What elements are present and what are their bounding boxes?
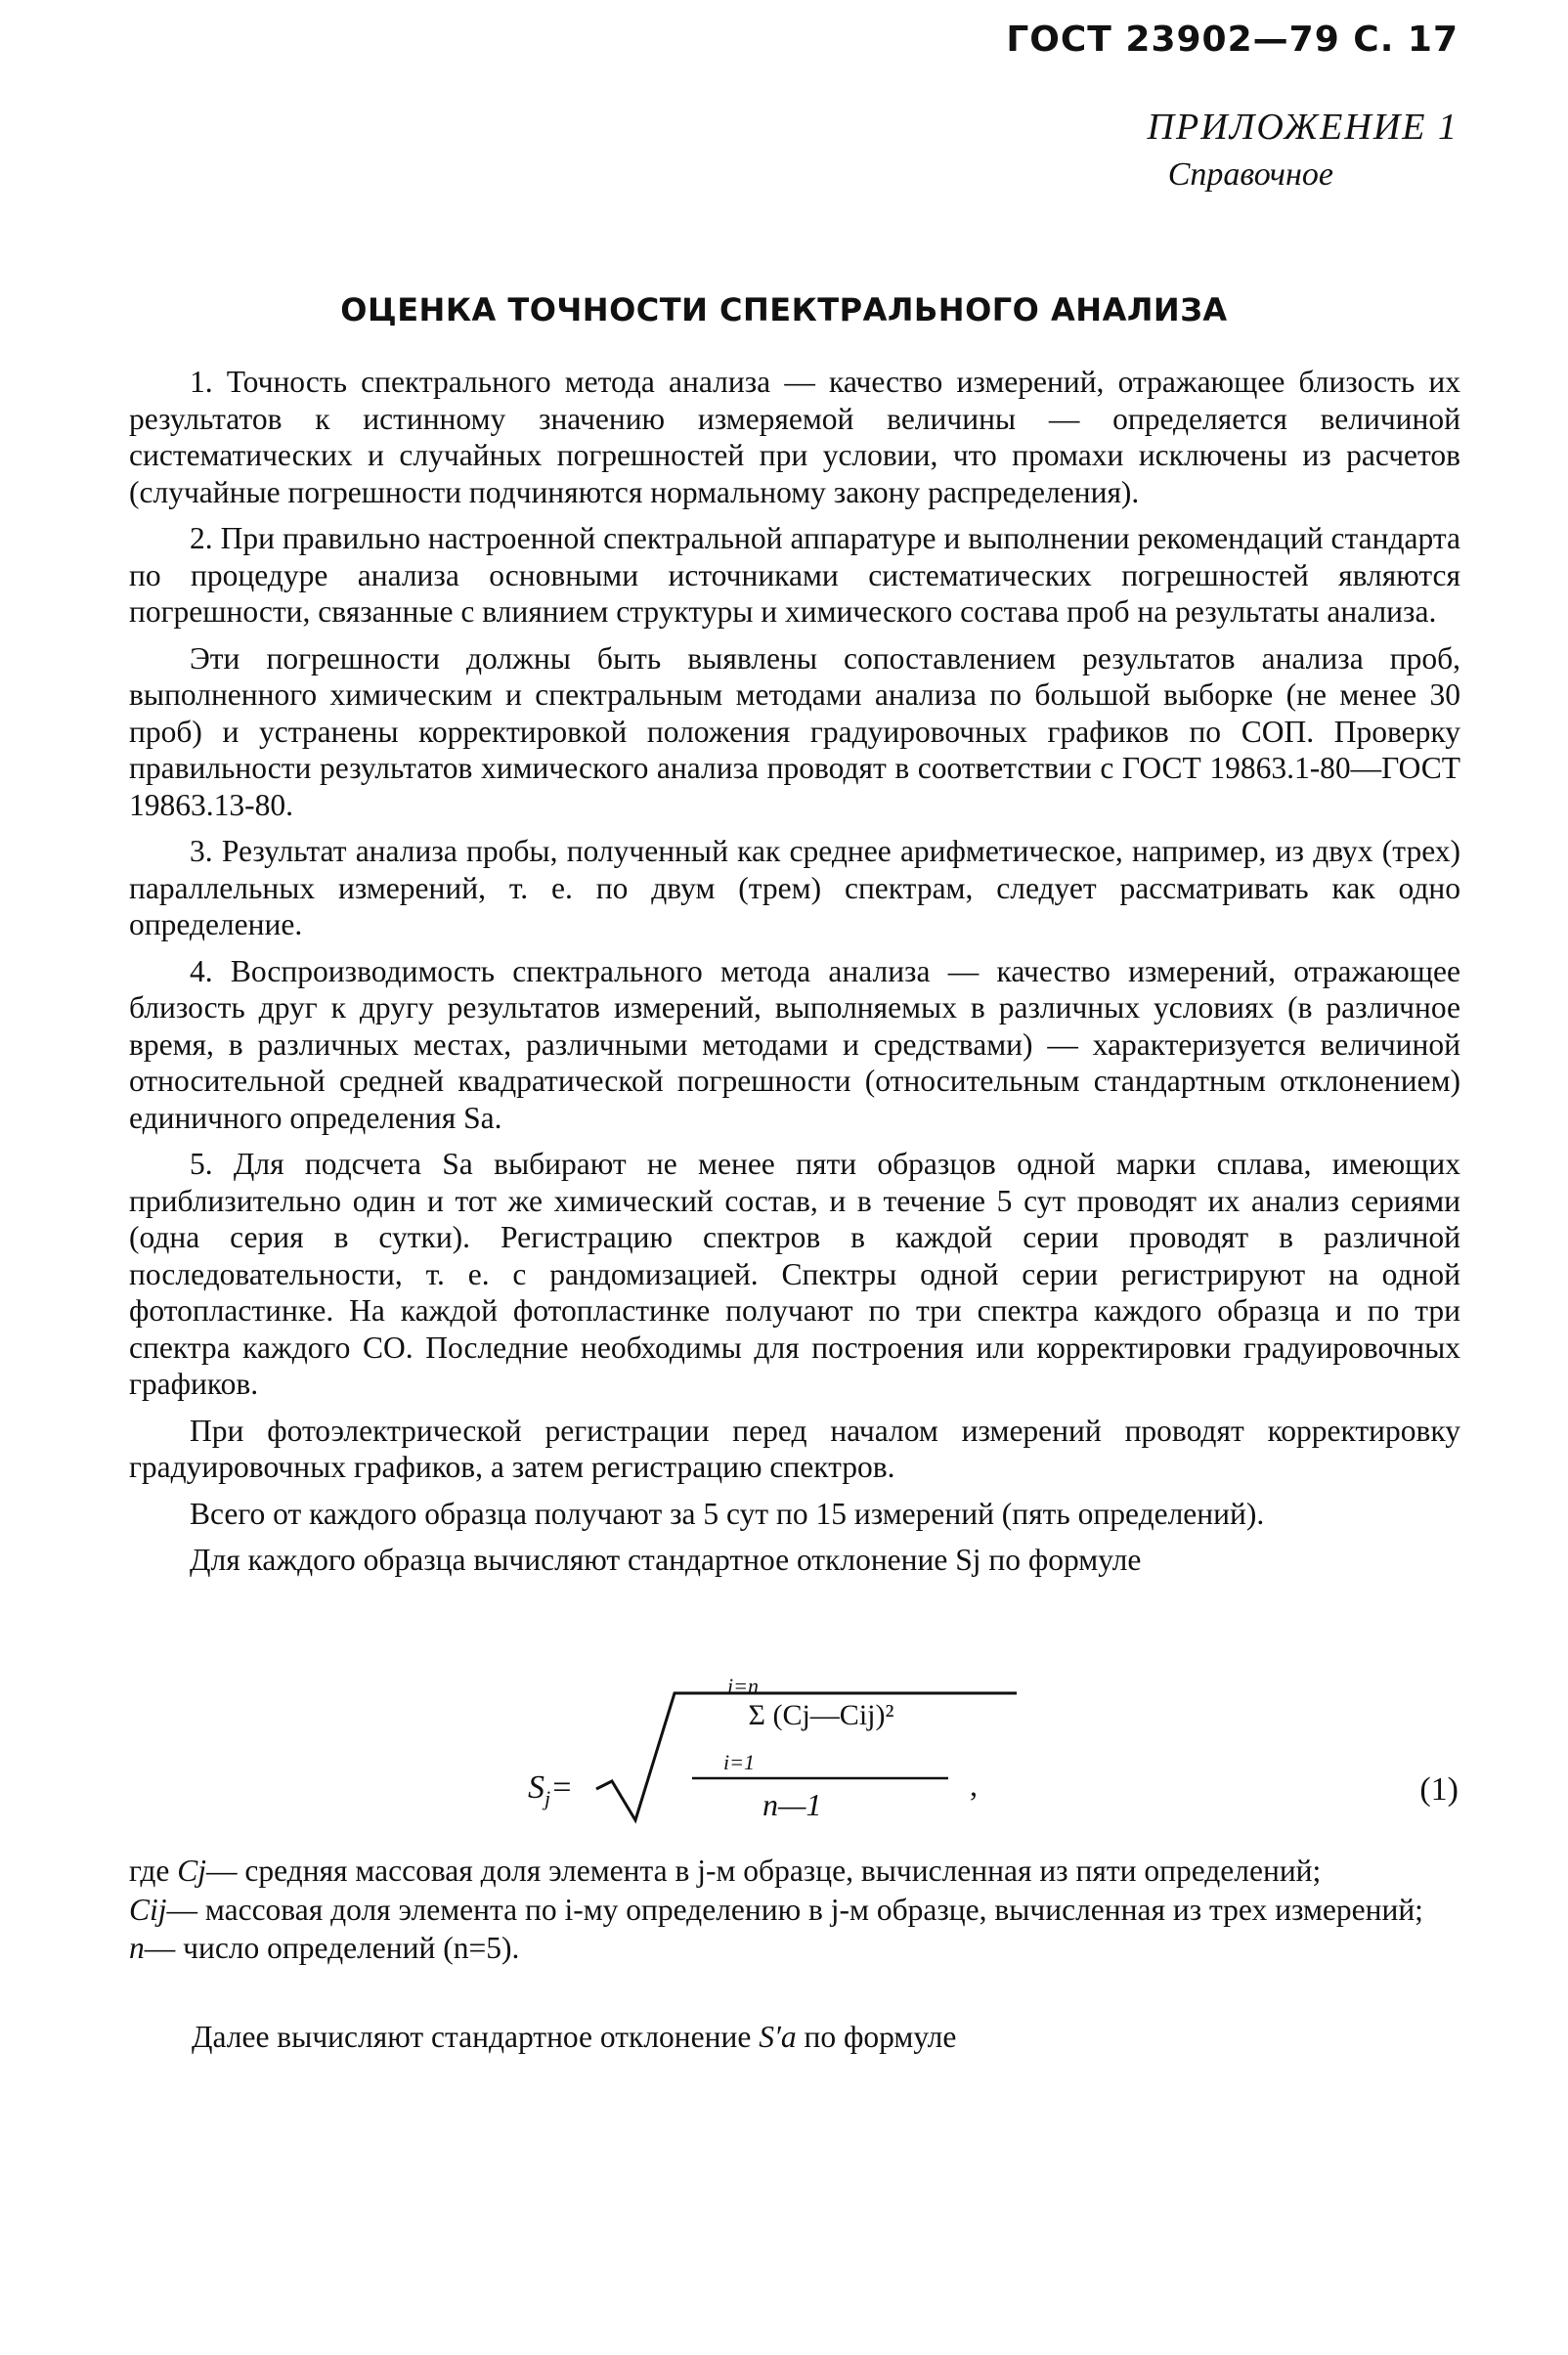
paragraph-3: 3. Результат анализа пробы, полученный как среднее арифметическое, например, из двух (трех) параллельных измерений, т. е. по двум (трем) спектрам, следует рассматривать как одно определение.	[129, 834, 1460, 941]
final-line: Далее вычисляют стандартное отклонение S′a по формуле	[192, 2020, 957, 2054]
equation-number: (1)	[1419, 1771, 1459, 1808]
paragraph-2: 2. При правильно настроенной спектральной аппаратуре и выполнении рекомендаций стандарта по процедуре анализа основными источниками систематических погрешностей являются погрешности, связанные с влиянием структуры и химического состава проб на результаты анализа.	[129, 521, 1460, 629]
body-text	[129, 364, 1460, 1589]
appendix-label: ПРИЛОЖЕНИЕ 1	[1147, 107, 1459, 148]
formula-denominator: n—1	[762, 1787, 822, 1822]
paragraph-5-photoelectric: При фотоэлектрической регистрации перед началом измерений проводят корректировку градуировочных графиков, а затем регистрацию спектров.	[129, 1413, 1460, 1484]
formula-1	[528, 1674, 1036, 1830]
paragraph-2-continued: Эти погрешности должны быть выявлены сопоставлением результатов анализа проб, выполненного химическим и спектральным методами анализа по большой выборке (не менее 30 проб) и устранены корректировкой положения градуировочных графиков по СОП. Проверку правильности результатов химического анализа проводят в соответствии с ГОСТ 19863.1-80—ГОСТ 19863.13-80.	[129, 640, 1460, 822]
formula-comma: ,	[970, 1767, 978, 1803]
formula-lhs: $S_j=$	[528, 1769, 574, 1810]
definition-cj: где Cj— средняя массовая доля элемента в j-м образце, вычисленная из пяти определений;	[129, 1853, 1322, 1888]
paragraph-5-formula-intro: Для каждого образца вычисляют стандартное отклонение Sj по формуле	[190, 1543, 1142, 1577]
definition-cij: Cij— массовая доля элемента по i-му определению в j-м образце, вычисленная из трех измерений;	[129, 1892, 1423, 1927]
formula-numerator: Σ (Cj—Cij)²	[748, 1699, 894, 1731]
page-header: ГОСТ 23902—79 С. 17	[1006, 20, 1459, 60]
definitions-list	[129, 1853, 1460, 1969]
section-title: ОЦЕНКА ТОЧНОСТИ СПЕКТРАЛЬНОГО АНАЛИЗА	[340, 291, 1228, 328]
paragraph-4: 4. Воспроизводимость спектрального метода анализа — качество измерений, отражающее близость друг к другу результатов измерений, выполняемых в различных условиях (в различное время, в различных местах, различными методами и средствами) — характеризуется величиной относительной средней квадратической погрешности (относительным стандартным отклонением) единичного определения Sa.	[129, 953, 1460, 1135]
paragraph-1: 1. Точность спектрального метода анализа — качество измерений, отражающее близость их результатов к истинному значению измеряемой величины — определяется величиной систематических и случайных погрешностей при условии, что промахи исключены из расчетов (случайные погрешности подчиняются нормальному закону распределения).	[129, 365, 1460, 509]
definition-n: n— число определений (n=5).	[129, 1931, 520, 1965]
sum-upper-limit: i=n	[727, 1674, 759, 1698]
paragraph-5-total: Всего от каждого образца получают за 5 сут по 15 измерений (пять определений).	[190, 1496, 1265, 1531]
sum-lower-limit: i=1	[723, 1750, 755, 1774]
appendix-type: Справочное	[1167, 156, 1333, 193]
paragraph-5: 5. Для подсчета Sa выбирают не менее пяти образцов одной марки сплава, имеющих приблизительно один и тот же химический состав, и в течение 5 сут проводят их анализ сериями (одна серия в сутки). Регистрацию спектров в каждой серии проводят в различной последовательности, т. е. с рандомизацией. Спектры одной серии регистрируют на одной фотопластинке. На каждой фотопластинке получают по три спектра каждого образца и по три спектра каждого СО. Последние необходимы для построения или корректировки градуировочных графиков.	[129, 1147, 1460, 1401]
